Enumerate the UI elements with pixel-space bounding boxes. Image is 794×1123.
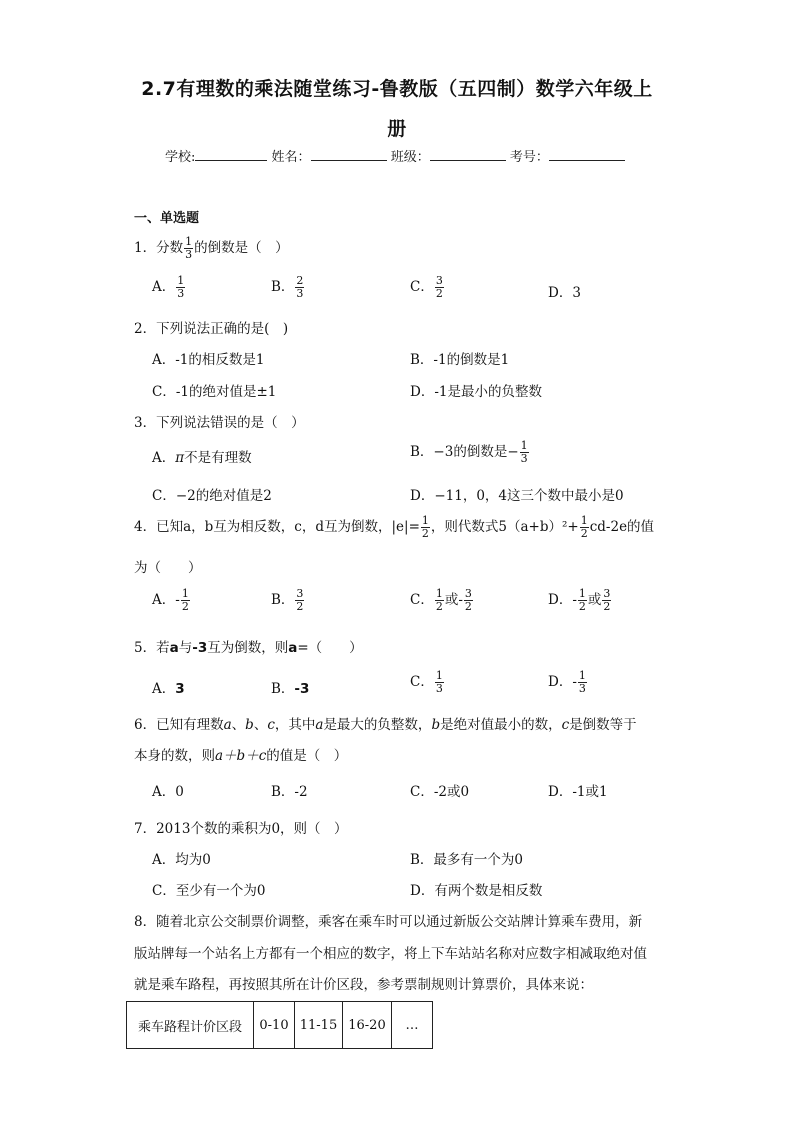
class-field[interactable]	[430, 148, 506, 161]
question-5-stem: 5．若a与-3互为倒数，则a=（ ）	[134, 640, 363, 656]
table-row	[127, 1002, 433, 1049]
class-label: 班级：	[390, 150, 430, 165]
question-6-stem: 6．已知有理数a、b、c，其中a是最大的负整数，b是绝对值最小的数，c是倒数等于	[134, 717, 637, 733]
school-label: 学校:	[165, 150, 196, 165]
question-8-stem: 8．随着北京公交制票价调整，乘客在乘车时可以通过新版公交站牌计算乘车费用，新	[134, 914, 643, 930]
question-1-stem: 1．分数 $\frac{1}{3}$ 的倒数是（ ）	[134, 235, 289, 261]
fare-table	[126, 1001, 433, 1049]
question-1-option-a[interactable]: A． $\frac{1}{3}$	[152, 274, 185, 300]
question-1-option-c[interactable]: C． $\frac{3}{2}$	[410, 274, 443, 300]
question-4-option-d[interactable]: D．- $\frac{1}{2}$ 或 $\frac{3}{2}$	[548, 587, 611, 613]
question-7-option-c[interactable]: C．至少有一个为0	[152, 883, 266, 899]
page-title-continued: 册	[387, 118, 407, 140]
question-3-option-b[interactable]: B．−3的倒数是− $\frac{1}{3}$	[410, 439, 528, 465]
question-6-option-c[interactable]: C．-2或0	[410, 784, 470, 800]
question-2-stem: 2．下列说法正确的是( )	[134, 321, 289, 337]
question-7-option-a[interactable]: A．均为0	[152, 852, 211, 868]
number-label: 考号：	[509, 150, 549, 165]
page-title: 2.7有理数的乘法随堂练习-鲁教版（五四制）数学六年级上	[141, 78, 653, 100]
section-heading: 一、单选题	[134, 211, 200, 226]
table-cell: 16-20	[343, 1002, 392, 1049]
question-3-option-d[interactable]: D．−11，0，4这三个数中最小是0	[410, 488, 624, 504]
question-6-stem-line2: 本身的数，则a＋b＋c的值是（ ）	[134, 748, 348, 764]
question-8-stem-line3: 就是乘车路程，再按照其所在计价区段，参考票制规则计算票价，具体来说：	[134, 977, 593, 993]
question-7-option-b[interactable]: B．最多有一个为0	[410, 852, 524, 868]
name-field[interactable]	[311, 148, 387, 161]
question-8-stem-line2: 版站牌每一个站名上方都有一个相应的数字，将上下车站站名称对应数字相减取绝对值	[134, 946, 647, 962]
question-5-option-c[interactable]: C． $\frac{1}{3}$	[410, 669, 443, 695]
table-cell: 11-15	[295, 1002, 343, 1049]
question-5-option-d[interactable]: D．- $\frac{1}{3}$	[548, 669, 586, 695]
number-field[interactable]	[549, 148, 625, 161]
table-cell: 乘车路程计价区段	[127, 1002, 254, 1049]
question-6-option-a[interactable]: A．0	[152, 784, 184, 800]
student-info-line	[165, 146, 625, 165]
question-4-option-a[interactable]: A．- $\frac{1}{2}$	[152, 587, 189, 613]
question-3-stem: 3．下列说法错误的是（ ）	[134, 415, 305, 431]
question-4-option-c[interactable]: C． $\frac{1}{2}$ 或- $\frac{3}{2}$	[410, 587, 472, 613]
question-2-option-c[interactable]: C．-1的绝对值是±1	[152, 384, 277, 400]
school-field[interactable]	[195, 148, 267, 161]
question-5-option-a[interactable]: A．3	[152, 681, 185, 697]
question-3-option-c[interactable]: C．−2的绝对值是2	[152, 488, 272, 504]
question-1-option-b[interactable]: B． $\frac{2}{3}$	[271, 274, 304, 300]
question-2-option-b[interactable]: B．-1的倒数是1	[410, 352, 510, 368]
question-6-option-d[interactable]: D．-1或1	[548, 784, 608, 800]
question-7-stem: 7．2013个数的乘积为0，则（ ）	[134, 821, 348, 837]
name-label: 姓名：	[271, 150, 311, 165]
question-7-option-d[interactable]: D．有两个数是相反数	[410, 883, 543, 899]
question-3-option-a[interactable]: A．π不是有理数	[152, 450, 252, 466]
question-4-stem: 4．已知a，b互为相反数，c，d互为倒数，|e|= $\frac{1}{2}$ ，则代数式5（a+b）²+ $\frac{1}{2}$ cd-2e的值	[134, 514, 655, 540]
table-cell: 0-10	[254, 1002, 295, 1049]
question-5-option-b[interactable]: B．-3	[271, 681, 310, 697]
question-2-option-d[interactable]: D．-1是最小的负整数	[410, 384, 542, 400]
question-2-option-a[interactable]: A．-1的相反数是1	[152, 352, 265, 368]
fraction: $\frac{1}{3}$	[185, 235, 193, 261]
question-1-option-d[interactable]: D．3	[548, 285, 581, 301]
question-4-stem-line2: 为（ ）	[134, 560, 202, 576]
table-cell: …	[392, 1002, 433, 1049]
question-6-option-b[interactable]: B．-2	[271, 784, 308, 800]
question-4-option-b[interactable]: B． $\frac{3}{2}$	[271, 587, 304, 613]
